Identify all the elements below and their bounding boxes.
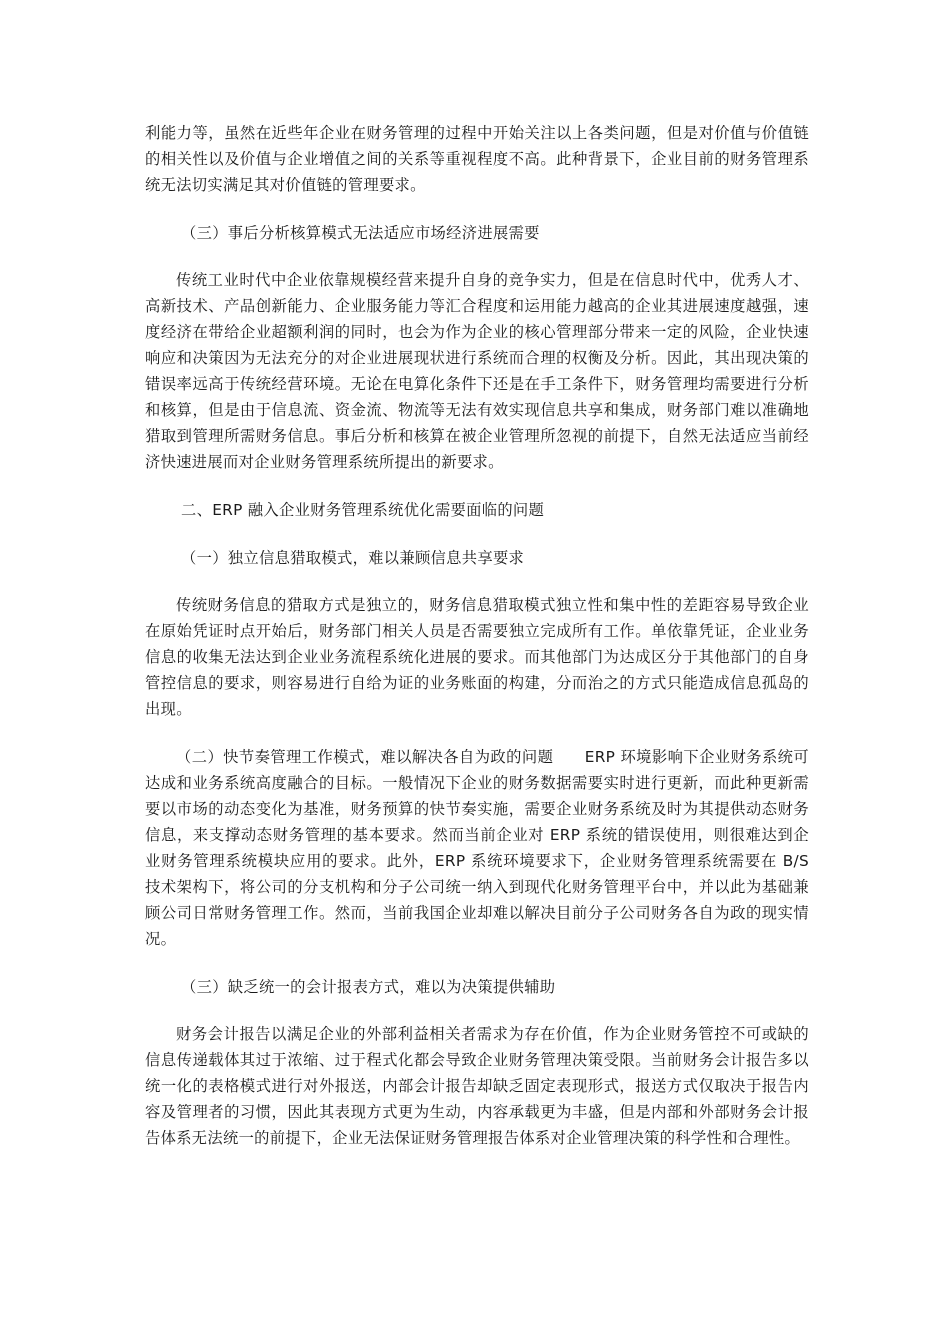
heading-independent-acquisition: （一）独立信息猎取模式，难以兼顾信息共享要求 — [181, 549, 525, 567]
paragraph-fast-paced-management: （二）快节奏管理工作模式，难以解决各自为政的问题 ERP 环境影响下企业财务系统可达成和业务系统高度融合的目标。一般情况下企业的财务数据需要实时进行更新，而此种更新需要以市场的动态变化为基准，财务预算的快节奏实施，需要企业财务系统及时为其提供动态财务信息，来支撑动态财务管理的基本要求。然而当前企业对 ERP 系统的错误使用，则很难达到企业财务管理系统模块应用的要求。此外，ERP 系统环境要求下，企业财务管理系统需要在 B/S 技术架构下，将公司的分支机构和分子公司统一纳入到现代化财务管理平台中，并以此为基础兼顾公司日常财务管理工作。然而，当前我国企业却难以解决目前分子公司财务各自为政的现实情况。 — [145, 748, 809, 948]
heading-post-analysis-mode: （三）事后分析核算模式无法适应市场经济进展需要 — [181, 224, 540, 242]
paragraph-accounting-reports: 财务会计报告以满足企业的外部利益相关者需求为存在价值，作为企业财务管控不可或缺的信息传递载体其过于浓缩、过于程式化都会导致企业财务管理决策受限。当前财务会计报告多以统一化的表格模式进行对外报送，内部会计报告却缺乏固定表现形式，报送方式仅取决于报告内容及管理者的习惯，因此其表现方式更为生动，内容承载更为丰盛，但是内部和外部财务会计报告体系无法统一的前提下，企业无法保证财务管理报告体系对企业管理决策的科学性和合理性。 — [145, 1025, 809, 1147]
paragraph-information-era: 传统工业时代中企业依靠规模经营来提升自身的竞争实力，但是在信息时代中，优秀人才、高新技术、产品创新能力、企业服务能力等汇合程度和运用能力越高的企业其进展速度越强，速度经济在带给企业超额利润的同时，也会为作为企业的核心管理部分带来一定的风险，企业快速响应和决策因为无法充分的对企业进展现状进行系统而合理的权衡及分析。因此，其出现决策的错误率远高于传统经营环境。无论在电算化条件下还是在手工条件下，财务管理均需要进行分析和核算，但是由于信息流、资金流、物流等无法有效实现信息共享和集成，财务部门难以准确地猎取到管理所需财务信息。事后分析和核算在被企业管理所忽视的前提下，自然无法适应当前经济快速进展而对企业财务管理系统所提出的新要求。 — [145, 271, 809, 471]
paragraph-information-silos: 传统财务信息的猎取方式是独立的，财务信息猎取模式独立性和集中性的差距容易导致企业在原始凭证时点开始后，财务部门相关人员是否需要独立完成所有工作。单依靠凭证，企业业务信息的收集无法达到企业业务流程系统化进展的要求。而其他部门为达成区分于其他部门的自身管控信息的要求，则容易进行自给为证的业务账面的构建，分而治之的方式只能造成信息孤岛的出现。 — [145, 596, 809, 718]
heading-unified-reporting: （三）缺乏统一的会计报表方式，难以为决策提供辅助 — [181, 978, 556, 996]
heading-erp-problems: 二、ERP 融入企业财务管理系统优化需要面临的问题 — [181, 501, 545, 519]
document-body — [145, 120, 809, 1151]
paragraph-value-chain-continuation: 利能力等，虽然在近些年企业在财务管理的过程中开始关注以上各类问题，但是对价值与价值链的相关性以及价值与企业增值之间的关系等重视程度不高。此种背景下，企业目前的财务管理系统无法切实满足其对价值链的管理要求。 — [145, 124, 809, 194]
